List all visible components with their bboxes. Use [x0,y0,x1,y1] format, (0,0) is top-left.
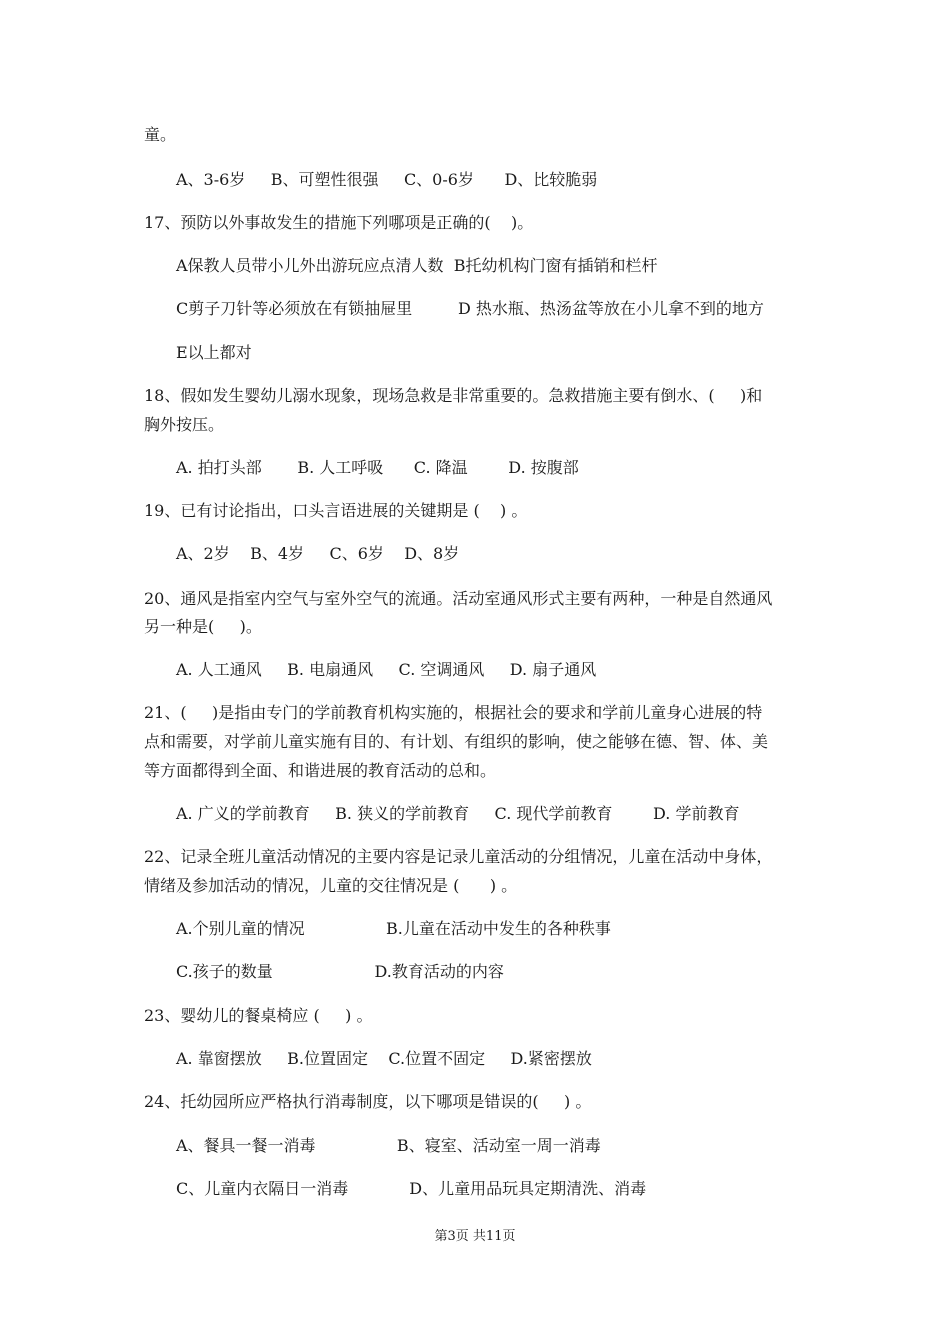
question-23-options: A. 靠窗摆放 B.位置固定 C.位置不固定 D.紧密摆放 [176,1049,592,1068]
question-22-options-cd: C.孩子的数量 D.教育活动的内容 [176,962,504,981]
question-20: 20、通风是指室内空气与室外空气的流通。活动室通风形式主要有两种，一种是自然通风 [144,589,773,608]
question-21-cont-1: 点和需要，对学前儿童实施有目的、有计划、有组织的影响，使之能够在德、智、体、美 [144,732,769,751]
text-line: 童。 [144,125,177,144]
question-17-option-e: E以上都对 [176,343,252,362]
question-17-options-cd: C剪子刀针等必须放在有锁抽屉里 D 热水瓶、热汤盆等放在小儿拿不到的地方 [176,299,764,318]
question-24-options-cd: C、儿童内衣隔日一消毒 D、儿童用品玩具定期清洗、消毒 [176,1179,647,1198]
question-21-options: A. 广义的学前教育 B. 狭义的学前教育 C. 现代学前教育 D. 学前教育 [176,804,740,823]
question-21-cont-2: 等方面都得到全面、和谐进展的教育活动的总和。 [144,761,497,780]
question-16-options: A、3-6岁 B、可塑性很强 C、0-6岁 D、比较脆弱 [176,170,598,189]
question-24: 24、托幼园所应严格执行消毒制度，以下哪项是错误的( ) 。 [144,1092,592,1111]
question-24-options-ab: A、餐具一餐一消毒 B、寝室、活动室一周一消毒 [176,1136,601,1155]
question-17-options-ab: A保教人员带小儿外出游玩应点清人数 B托幼机构门窗有插销和栏杆 [176,256,658,275]
page-footer: 第3页 共11页 [434,1229,516,1244]
question-18-cont: 胸外按压。 [144,415,225,434]
question-21: 21、( )是指由专门的学前教育机构实施的，根据社会的要求和学前儿童身心进展的特 [144,703,763,722]
question-23: 23、婴幼儿的餐桌椅应 ( ) 。 [144,1006,373,1025]
question-22-cont: 情绪及参加活动的情况，儿童的交往情况是 ( ) 。 [144,876,518,895]
question-20-cont: 另一种是( )。 [144,617,262,636]
question-18: 18、假如发生婴幼儿溺水现象，现场急救是非常重要的。急救措施主要有倒水、( )和 [144,386,763,405]
question-22-options-ab: A.个别儿童的情况 B.儿童在活动中发生的各种秩事 [176,919,611,938]
question-19: 19、已有讨论指出，口头言语进展的关键期是 ( ) 。 [144,501,528,520]
question-20-options: A. 人工通风 B. 电扇通风 C. 空调通风 D. 扇子通风 [176,660,597,679]
question-18-options: A. 拍打头部 B. 人工呼吸 C. 降温 D. 按腹部 [176,458,579,477]
question-19-options: A、2岁 B、4岁 C、6岁 D、8岁 [176,544,460,563]
question-22: 22、记录全班儿童活动情况的主要内容是记录儿童活动的分组情况，儿童在活动中身体， [144,847,773,866]
question-17: 17、预防以外事故发生的措施下列哪项是正确的( )。 [144,213,534,232]
